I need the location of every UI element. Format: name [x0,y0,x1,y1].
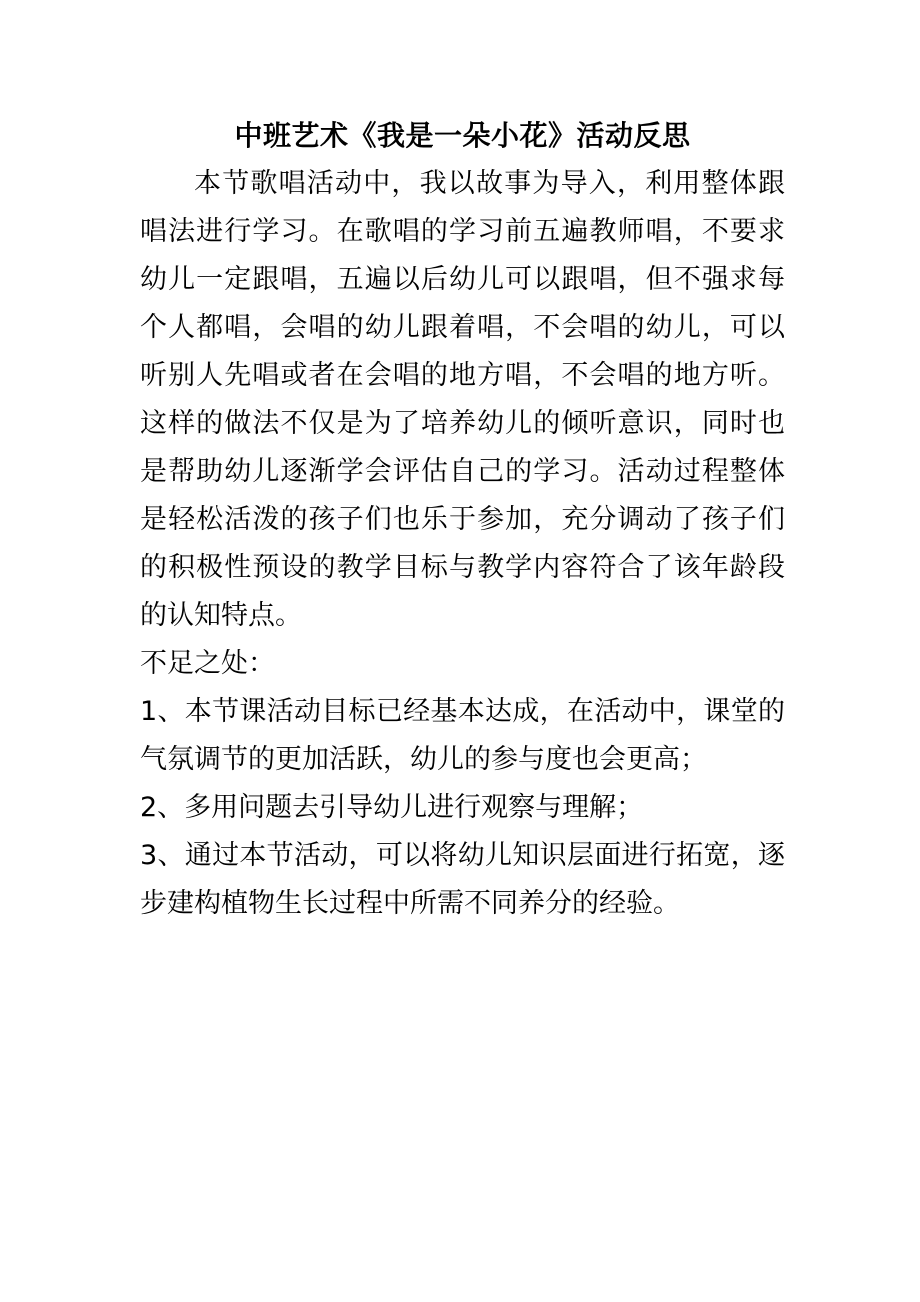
shortcoming-item-1: 1、本节课活动目标已经基本达成，在活动中，课堂的气氛调节的更加活跃，幼儿的参与度也会更高； [140,696,785,775]
shortcoming-item-3: 3、通过本节活动，可以将幼儿知识层面进行拓宽，逐步建构植物生长过程中所需不同养分的经验。 [140,840,785,919]
intro-paragraph: 本节歌唱活动中，我以故事为导入，利用整体跟唱法进行学习。在歌唱的学习前五遍教师唱，不要求幼儿一定跟唱，五遍以后幼儿可以跟唱，但不强求每个人都唱，会唱的幼儿跟着唱，不会唱的幼儿，可以听别人先唱或者在会唱的地方唱，不会唱的地方听。这样的做法不仅是为了培养幼儿的倾听意识，同时也是帮助幼儿逐渐学会评估自己的学习。活动过程整体是轻松活泼的孩子们也乐于参加，充分调动了孩子们的积极性预设的教学目标与教学内容符合了该年龄段的认知特点。 [140,168,785,631]
document-title: 中班艺术《我是一朵小花》活动反思 [234,119,691,152]
document-page [140,112,785,928]
shortcoming-item-2: 2、多用问题去引导幼儿进行观察与理解； [140,792,644,823]
shortcomings-heading: 不足之处： [140,648,275,679]
